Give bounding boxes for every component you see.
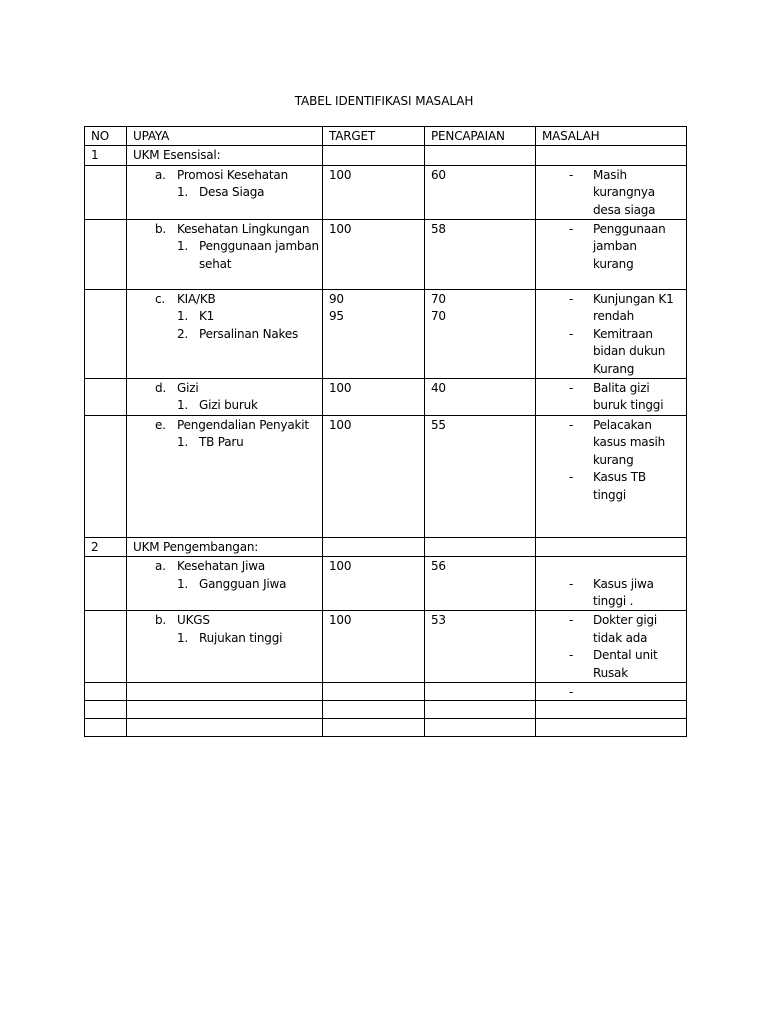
- table-row: [85, 290, 687, 379]
- upaya-cell: a. Promosi Kesehatan 1. Desa Siaga: [127, 165, 323, 219]
- program-name: Pengendalian Penyakit: [177, 417, 309, 432]
- pencapaian-cell: 55: [425, 415, 536, 537]
- table-row: [85, 165, 687, 219]
- target-cell: 100: [323, 165, 425, 219]
- problem-item: - Kasus TB tinggi: [569, 470, 646, 502]
- problem-item: - Kemitraan bidan dukun Kurang: [569, 326, 666, 376]
- problem-item: - Dokter gigi tidak ada: [569, 613, 658, 645]
- masalah-cell: [536, 290, 687, 379]
- table-row: [85, 611, 687, 683]
- program-name: Kesehatan Jiwa: [177, 559, 265, 574]
- table-row: [85, 415, 687, 537]
- target-cell: 90 95: [323, 290, 425, 379]
- table-row-empty: [85, 683, 687, 701]
- masalah-cell: [536, 165, 687, 219]
- program-name: Kesehatan Lingkungan: [177, 222, 310, 237]
- sub-program-name: K1: [199, 309, 215, 324]
- table-row-empty: [85, 701, 687, 719]
- problem-identification-table: [84, 126, 687, 737]
- target-cell: 100: [323, 415, 425, 537]
- upaya-cell: d. Gizi 1. Gizi buruk: [127, 379, 323, 416]
- upaya-cell: a. Kesehatan Jiwa 1. Gangguan Jiwa: [127, 557, 323, 611]
- table-row-empty: [85, 719, 687, 737]
- masalah-cell: [536, 611, 687, 683]
- sub-program-name: Gizi buruk: [199, 398, 258, 413]
- pencapaian-cell: 53: [425, 611, 536, 683]
- problem-item: - Penggunaan jamban kurang: [569, 222, 666, 271]
- table-row: [85, 379, 687, 416]
- target-cell: 100: [323, 379, 425, 416]
- section-label: UKM Pengembangan:: [127, 537, 323, 556]
- target-cell: 100: [323, 220, 425, 290]
- header-masalah: MASALAH: [536, 127, 687, 146]
- masalah-cell: [536, 557, 687, 611]
- sub-program-name: Penggunaan jamban: [199, 239, 319, 254]
- document-title: TABEL IDENTIFIKASI MASALAH: [294, 94, 474, 108]
- program-name: Promosi Kesehatan: [177, 167, 288, 182]
- problem-item: - Kasus jiwa tinggi .: [569, 576, 654, 609]
- section-row: [85, 537, 687, 556]
- table-row: [85, 557, 687, 611]
- table-header-row: [85, 127, 687, 146]
- program-name: UKGS: [177, 613, 210, 628]
- section-row: [85, 146, 687, 165]
- sub-program-name: TB Paru: [199, 435, 244, 450]
- section-number: 1: [85, 146, 127, 165]
- masalah-cell: [536, 379, 687, 416]
- section-label: UKM Esensisal:: [127, 146, 323, 165]
- header-upaya: UPAYA: [127, 127, 323, 146]
- program-name: Gizi: [177, 381, 199, 396]
- masalah-cell: [536, 415, 687, 537]
- header-pencapaian: PENCAPAIAN: [425, 127, 536, 146]
- section-number: 2: [85, 537, 127, 556]
- sub-program-name-cont: sehat: [199, 256, 232, 271]
- sub-program-name: Desa Siaga: [199, 185, 265, 200]
- target-cell: 100: [323, 611, 425, 683]
- pencapaian-cell: 70 70: [425, 290, 536, 379]
- pencapaian-cell: 56: [425, 557, 536, 611]
- table-row: [85, 220, 687, 290]
- program-name: KIA/KB: [177, 292, 216, 307]
- problem-item: - Kunjungan K1 rendah: [569, 292, 674, 324]
- upaya-cell: b. UKGS 1. Rujukan tinggi: [127, 611, 323, 683]
- problem-item: - Dental unit Rusak: [569, 648, 658, 680]
- masalah-cell: -: [536, 683, 687, 701]
- pencapaian-cell: 60: [425, 165, 536, 219]
- upaya-cell: c. KIA/KB 1. K1 2. Persalinan Nakes: [127, 290, 323, 379]
- problem-item: - Masih kurangnya desa siaga: [569, 167, 656, 217]
- pencapaian-cell: 58: [425, 220, 536, 290]
- upaya-cell: e. Pengendalian Penyakit 1. TB Paru: [127, 415, 323, 537]
- target-cell: 100: [323, 557, 425, 611]
- sub-program-name: Gangguan Jiwa: [199, 576, 287, 591]
- sub-program-name: Rujukan tinggi: [199, 630, 283, 645]
- upaya-cell: b. Kesehatan Lingkungan 1. Penggunaan jamban sehat: [127, 220, 323, 290]
- masalah-cell: [536, 220, 687, 290]
- problem-item: - Balita gizi buruk tinggi: [569, 381, 664, 413]
- header-target: TARGET: [323, 127, 425, 146]
- header-no: NO: [85, 127, 127, 146]
- problem-item: - Pelacakan kasus masih kurang: [569, 417, 666, 467]
- pencapaian-cell: 40: [425, 379, 536, 416]
- sub-program-name: Persalinan Nakes: [199, 326, 299, 341]
